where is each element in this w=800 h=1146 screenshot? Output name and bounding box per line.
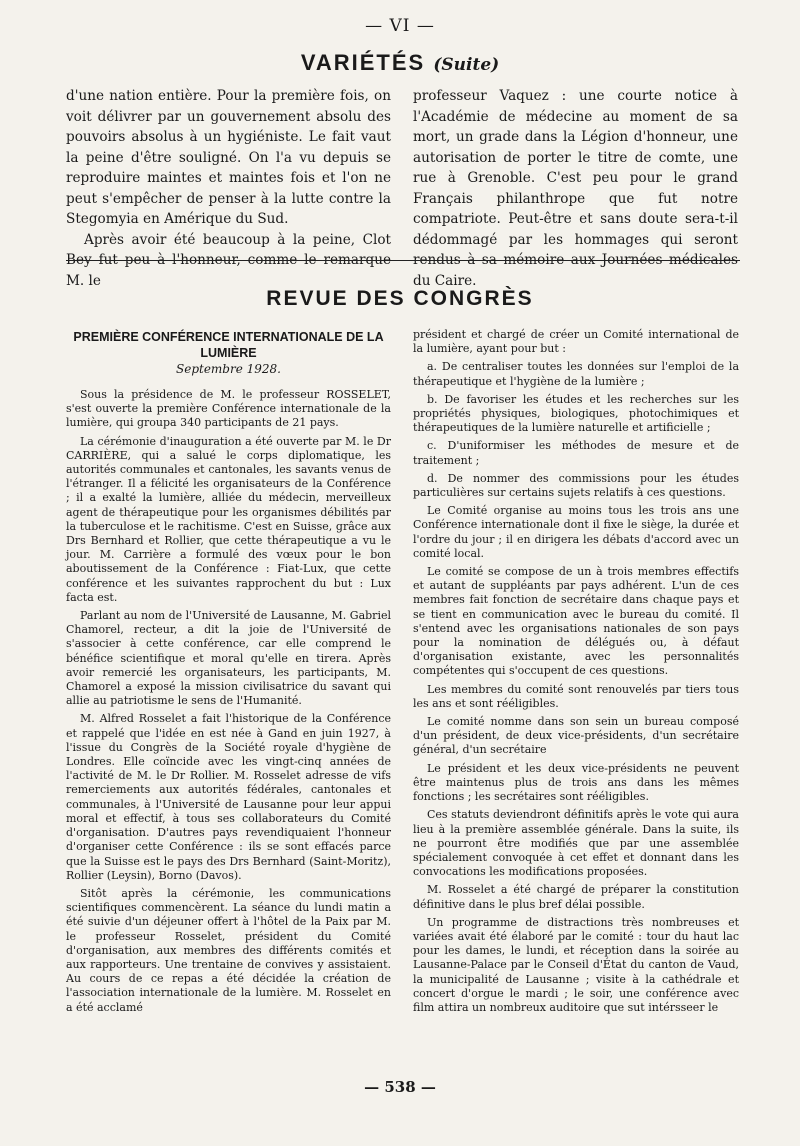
congres-left-paragraph: Sitôt après la cérémonie, les communications scientifiques commencèrent. La séance du lundi matin a été suivie d'un déjeuner offert à l'hôtel de la Paix par M. le professeur Rosselet, président du Comité d'organisation, aux membres des différents comités et aux rapporteurs. Une trentaine de convives y assistaient. Au cours de ce repas a été décidée la création de l'association internationale de la lumière. M. Rosselet en a été acclamé [66,886,391,1014]
congres-right-paragraph: Un programme de distractions très nombreuses et variées avait été élaboré par le comité : tour du haut lac pour les dames, le lundi, et réception dans la soirée au Lausanne-Palace par le Conseil d'État du canton de Vaud, la municipalité de Lausanne ; visite à la cathédrale et concert d'orgue le mardi ; le soir, une conférence avec film attira un nombreux auditoire que sut intérsseer le [413,915,739,1014]
congres-right-paragraph: président et chargé de créer un Comité international de la lumière, ayant pour but : [413,328,739,356]
page-header-roman: — VI — [365,16,435,36]
congres-right-list-item-c: c. D'uniformiser les méthodes de mesure et de traitement ; [413,439,739,467]
varietes-left-paragraph-2: Après avoir été beaucoup à la peine, Clot Bey fut peu à l'honneur, comme le remarque M. le [66,231,391,289]
article-date: Septembre 1928. [176,362,281,376]
congres-right-list-item-d: d. De nommer des commissions pour les études particulières sur certains sujets relatifs à ces questions. [413,471,739,500]
varietes-suite: (Suite) [433,55,500,75]
congres-left-paragraph: Parlant au nom de l'Université de Lausanne, M. Gabriel Chamorel, recteur, a dit la joie de l'Université de s'associer à cette conférence, car elle comprend le bénéfice scientifique et moral qu'elle en tirera. Après avoir remercié les organisateurs, les participants, M. Chamorel a exposé la mission civilisatrice du savant qui allie au patriotisme le sens de l'Humanité. [66,609,391,708]
congres-right-list-item-a: a. De centraliser toutes les données sur l'emploi de la thérapeutique et l'hygiène de la lumière ; [413,360,739,388]
congres-left-paragraph: M. Alfred Rosselet a fait l'historique de la Conférence et rappelé que l'idée en est née à Gand en juin 1927, à l'issue du Congrès de la Société royale d'hygiène de Londres. Elle coïncide avec les vingt-cinq années de l'activité de M. le Dr Rollier. M. Rosselet adresse de vifs remerciements aux autorités fédérales, cantonales et communales, à l'Université de Lausanne pour leur appui moral et effectif, à tous ses collaborateurs du Comité d'organisation. D'autres pays revendiquaient l'honneur d'organiser cette Conférence : ils se sont effacés parce que la Suisse est le pays des Drs Bernhard (Saint-Moritz), Rollier (Leysin), Borno (Davos). [66,712,391,882]
congres-section-title: REVUE DES CONGRÈS [266,287,534,310]
congres-right-paragraph: Le Comité organise au moins tous les trois ans une Conférence internationale dont il fixe le siège, la durée et l'ordre du jour ; il en dirigera les débats d'accord avec un comité local. [413,504,739,560]
congres-right-paragraph: M. Rosselet a été chargé de préparer la constitution définitive dans le plus bref délai possible. [413,883,739,911]
congres-right-paragraph: Le comité se compose de un à trois membres effectifs et autant de suppléants par pays adhérent. L'un de ces membres fait fonction de secrétaire dans chaque pays et se tient en communication avec le bureau du comité. Il s'entend avec les organisations nationales de son pays pour la nomination de délégués ou, à défaut d'organisation existante, avec les personnalités compétentes qui s'occupent de ces questions. [413,565,739,678]
congres-right-paragraph: Le comité nomme dans son sein un bureau composé d'un président, de deux vice-présidents, d'un secrétaire général, d'un secrétaire [413,715,739,757]
page-number: — 538 — [364,1078,436,1096]
congres-left-column [66,388,391,1019]
congres-right-paragraph: Les membres du comité sont renouvelés par tiers tous les ans et sont rééligibles. [413,682,739,710]
congres-right-paragraph: Le président et les deux vice-présidents ne peuvent être maintenus plus de trois ans dans les mêmes fonctions ; les secrétaires sont rééligibles. [413,761,739,804]
varietes-heading [0,50,800,76]
varietes-left-paragraph-1: d'une nation entière. Pour la première fois, on voit délivrer par un gouvernement absolu des pouvoirs absolus à un hygiéniste. Le fait vaut la peine d'être souligné. On l'a vu depuis se reproduire maintes et maintes fois et l'on ne peut s'empêcher de penser à la lutte contre la Stegomyia en Amérique du Sud. [66,88,391,227]
congres-right-list-item-b: b. De favoriser les études et les recherches sur les propriétés physiques, biologiques, photochimiques et thérapeutiques de la lumière naturelle et artificielle ; [413,392,739,435]
section-divider [66,260,740,261]
congres-left-paragraph: Sous la présidence de M. le professeur ROSSELET, s'est ouverte la première Conférence internationale de la lumière, qui groupa 340 participants de 21 pays. [66,388,391,430]
congres-left-paragraph: La cérémonie d'inauguration a été ouverte par M. le Dr CARRIÈRE, qui a salué le corps diplomatique, les autorités communales et cantonales, les savants venus de l'étranger. Il a félicité les organisateurs de la Conférence ; il a exalté la lumière, alliée du médecin, merveilleux agent de thérapeutique pour les organismes débilités par la tuberculose et le rachitisme. C'est en Suisse, grâce aux Drs Bernhard et Rollier, que cette thérapeutique a vu le jour. M. Carrière a formulé des vœux pour le bon aboutissement de la Conférence : Fiat-Lux, que cette conférence et les suivantes rapprochent du but : Lux facta est. [66,434,391,604]
varietes-title: VARIÉTÉS [300,50,426,75]
congres-right-column [413,328,739,1019]
congres-right-paragraph: Ces statuts deviendront définitifs après le vote qui aura lieu à la première assemblée générale. Dans la suite, ils ne pourront être modifiés que par une assemblée spécialement convoquée à cet effet et donnant dans les convocations les modifications proposées. [413,808,739,879]
varietes-right-paragraph-1: professeur Vaquez : une courte notice à l'Académie de médecine au moment de sa mort, un grade dans la Légion d'honneur, une autorisation de porter le titre de comte, une rue à Grenoble. C'est peu pour le grand Français philanthrope que fut notre compatriote. Peut-être et sans doute sera-t-il dédommagé par les hommages qui seront rendus à sa mémoire aux Journées médicales du Caire. [413,88,738,289]
article-title: PREMIÈRE CONFÉRENCE INTERNATIONALE DE LA LUMIÈRE [73,330,384,360]
